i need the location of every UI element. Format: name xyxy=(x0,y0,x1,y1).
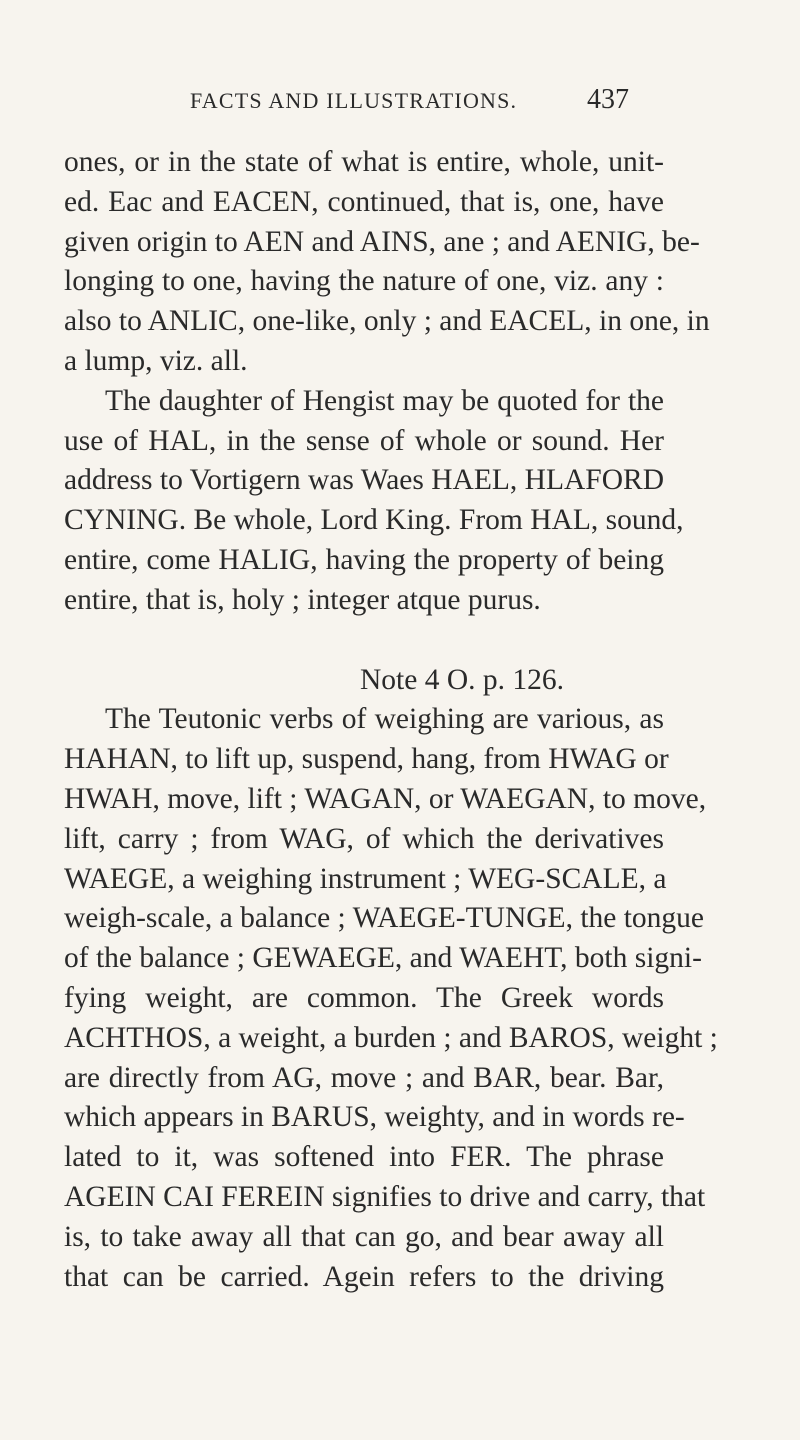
text-line: HAHAN, to lift up, suspend, hang, from HWAG or xyxy=(64,743,669,776)
text-line: ed. Eac and EACEN, continued, that is, one, have xyxy=(64,185,664,218)
text-line: HWAH, move, lift ; WAGAN, or WAEGAN, to move, xyxy=(64,782,707,815)
text-line: longing to one, having the nature of one, viz. any : xyxy=(64,265,664,298)
text-line: which appears in BARUS, weighty, and in words re- xyxy=(64,1101,685,1134)
text-line: also to ANLIC, one-like, only ; and EACEL, in one, in xyxy=(64,305,710,338)
text-line: a lump, viz. all. xyxy=(64,344,248,377)
text-line: WAEGE, a weighing instrument ; WEG-SCALE, a xyxy=(64,862,667,895)
text-line: The Teutonic verbs of weighing are various, as xyxy=(105,703,664,736)
running-head xyxy=(0,84,800,128)
text-line: CYNING. Be whole, Lord King. From HAL, sound, xyxy=(64,504,684,537)
text-line: ACHTHOS, a weight, a burden ; and BAROS, weight ; xyxy=(64,1021,718,1054)
text-line: fying weight, are common. The Greek words xyxy=(64,981,664,1014)
text-line: AGEIN CAI FEREIN signifies to drive and carry, that xyxy=(64,1180,706,1213)
text-line: are directly from AG, move ; and BAR, bear. Bar, xyxy=(64,1061,664,1094)
text-line: given origin to AEN and AINS, ane ; and AENIG, be- xyxy=(64,225,700,258)
text-line: of the balance ; GEWAEGE, and WAEHT, both signi- xyxy=(64,942,702,975)
text-line: weigh-scale, a balance ; WAEGE-TUNGE, the tongue xyxy=(64,902,705,935)
running-title: FACTS AND ILLUSTRATIONS. xyxy=(190,88,518,113)
text-line: lated to it, was softened into FER. The phrase xyxy=(64,1141,664,1174)
text-line: lift, carry ; from WAG, of which the derivatives xyxy=(64,822,664,855)
text-line: The daughter of Hengist may be quoted for the xyxy=(105,384,664,417)
text-line: use of HAL, in the sense of whole or sound. Her xyxy=(64,424,664,457)
paragraph-gap xyxy=(64,621,664,661)
page-number: 437 xyxy=(587,84,629,115)
body-text xyxy=(64,143,718,1297)
note-heading: Note 4 O. p. 126. xyxy=(360,663,565,696)
text-line: entire, that is, holy ; integer atque purus. xyxy=(64,583,541,616)
text-line: entire, come HALIG, having the property of being xyxy=(64,543,664,576)
text-line: address to Vortigern was Waes HAEL, HLAFORD xyxy=(64,464,664,497)
text-line: ones, or in the state of what is entire, whole, unit- xyxy=(64,146,664,178)
text-line: that can be carried. Agein refers to the driving xyxy=(64,1260,664,1293)
text-line: is, to take away all that can go, and bear away all xyxy=(64,1220,664,1253)
